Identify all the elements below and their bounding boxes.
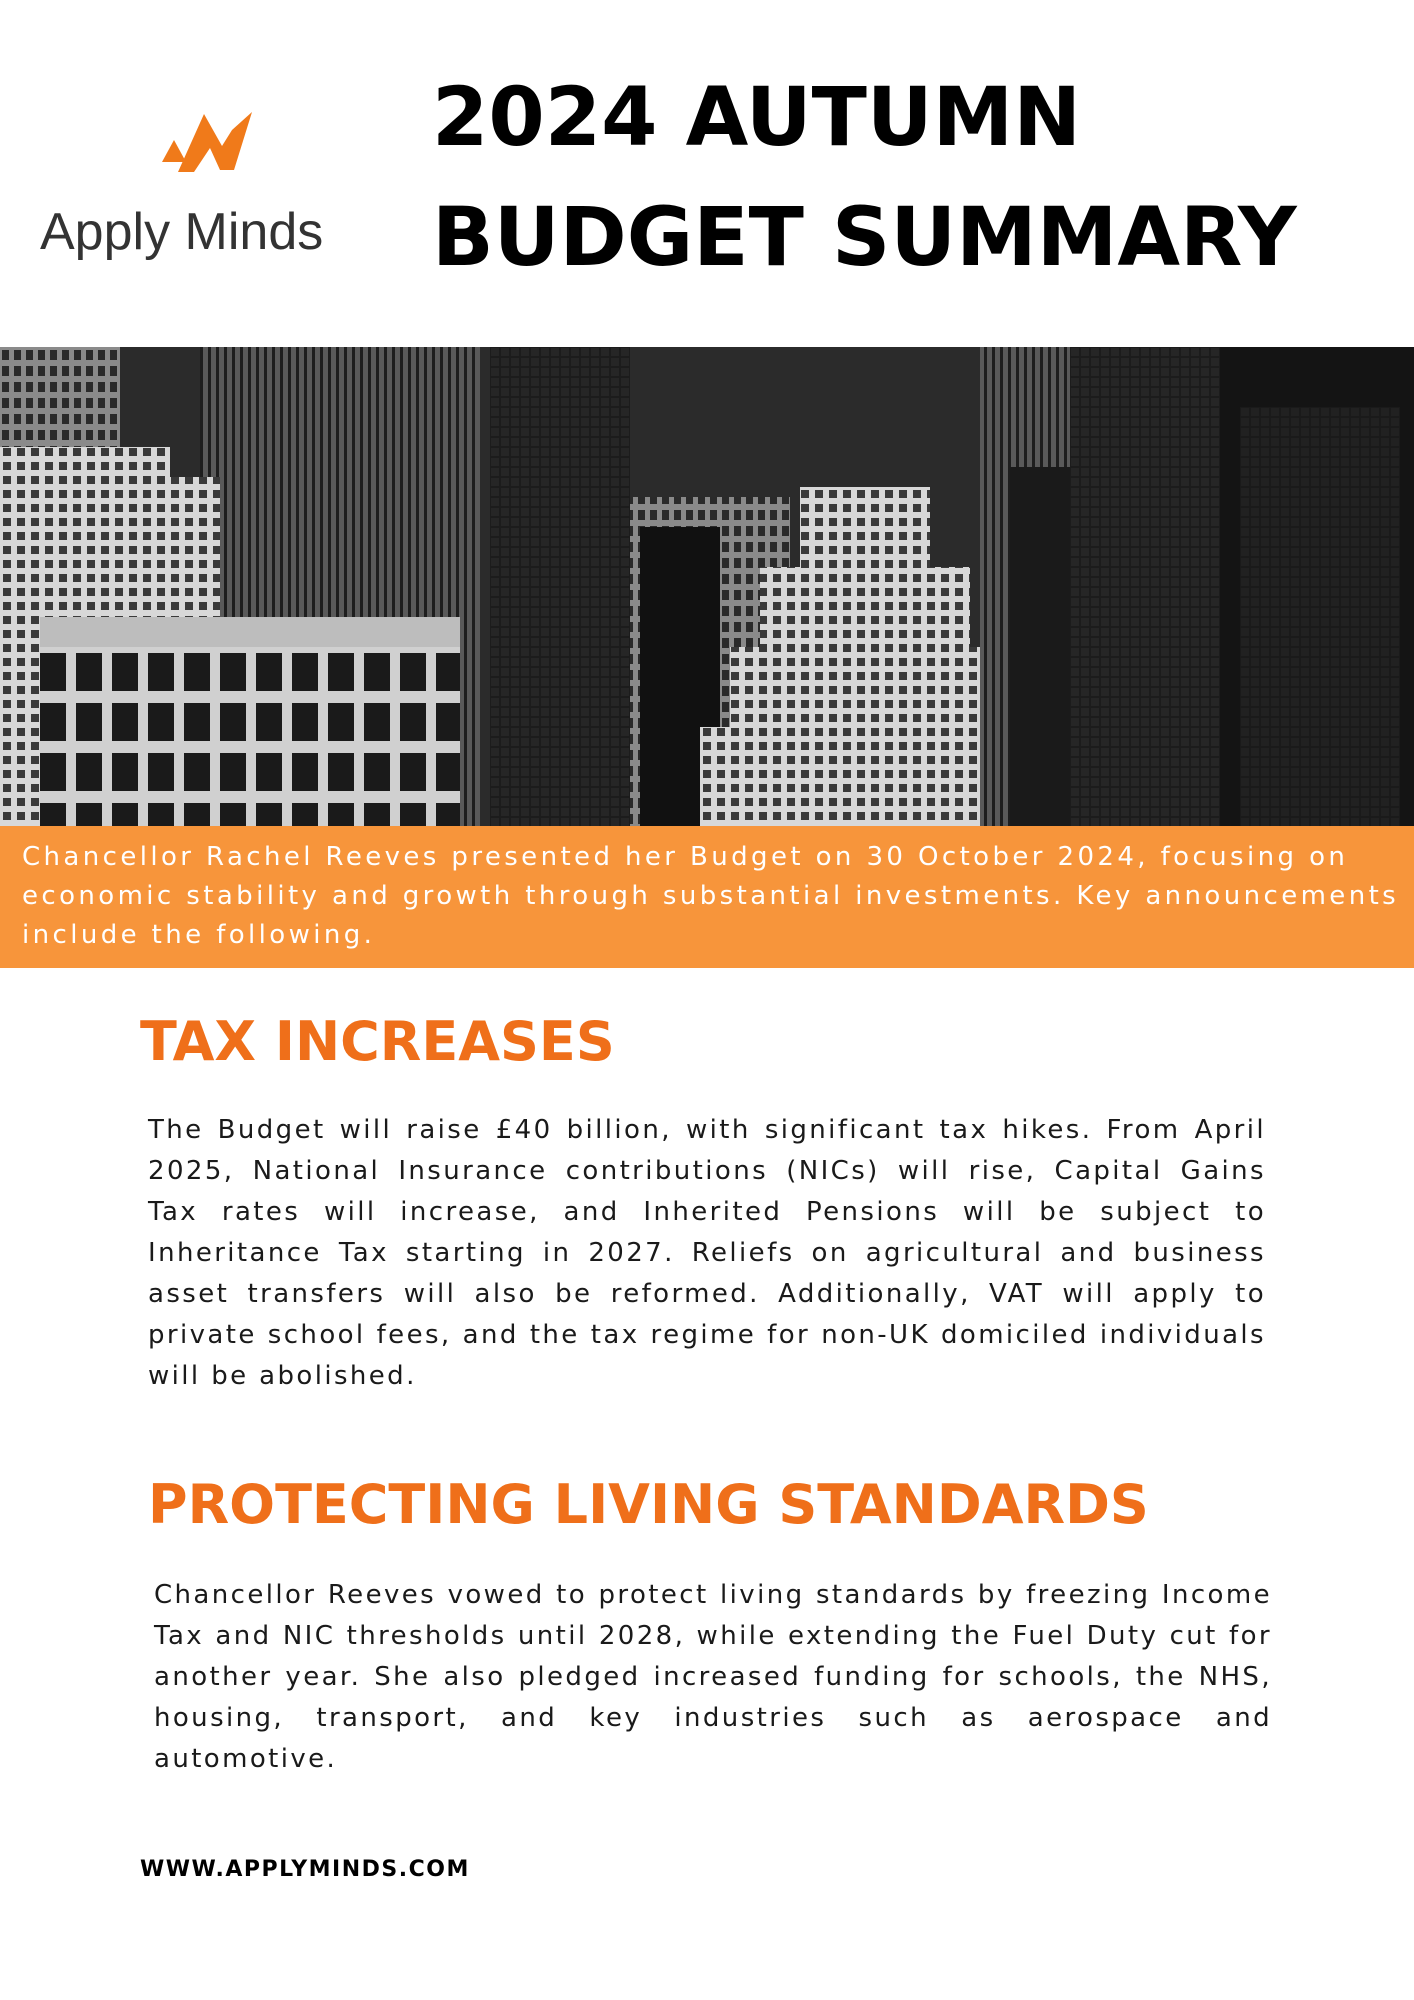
title-line-2: BUDGET SUMMARY [432, 191, 1297, 285]
city-skyline-illustration [0, 347, 1414, 827]
section-body-living-standards: Chancellor Reeves vowed to protect living standards by freezing Income Tax and NIC thresholds until 2028, while extending the Fuel Duty cut for another year. She also pledged increased funding for schools, the NHS, housing, transport, and key industries such as aerospace and automotive. [154, 1580, 1272, 1774]
brand-name: Apply Minds [40, 203, 324, 261]
section-heading-tax-increases: TAX INCREASES [140, 1010, 615, 1073]
intro-banner [0, 826, 1414, 968]
section-heading-living-standards: PROTECTING LIVING STANDARDS [148, 1473, 1149, 1536]
title-line-1: 2024 AUTUMN [432, 71, 1082, 165]
section-body-tax-increases: The Budget will raise £40 billion, with significant tax hikes. From April 2025, National Insurance contributions (NICs) will rise, Capital Gains Tax rates will increase, and Inherited Pensions will be subject to Inheritance Tax starting in 2027. Reliefs on agricultural and business asset transfers will also be reformed. Additionally, VAT will apply to private school fees, and the tax regime for non-UK domiciled individuals will be abolished. [148, 1115, 1266, 1391]
brand-logo [40, 100, 380, 270]
intro-text: Chancellor Rachel Reeves presented her Budget on 30 October 2024, focusing on economic stability and growth through substantial investments. Key announcements include the following. [22, 842, 1400, 950]
page-title [432, 58, 1382, 298]
hero-image [0, 347, 1414, 827]
website-link[interactable]: WWW.APPLYMINDS.COM [140, 1857, 470, 1882]
apply-minds-logo-icon [150, 100, 260, 180]
